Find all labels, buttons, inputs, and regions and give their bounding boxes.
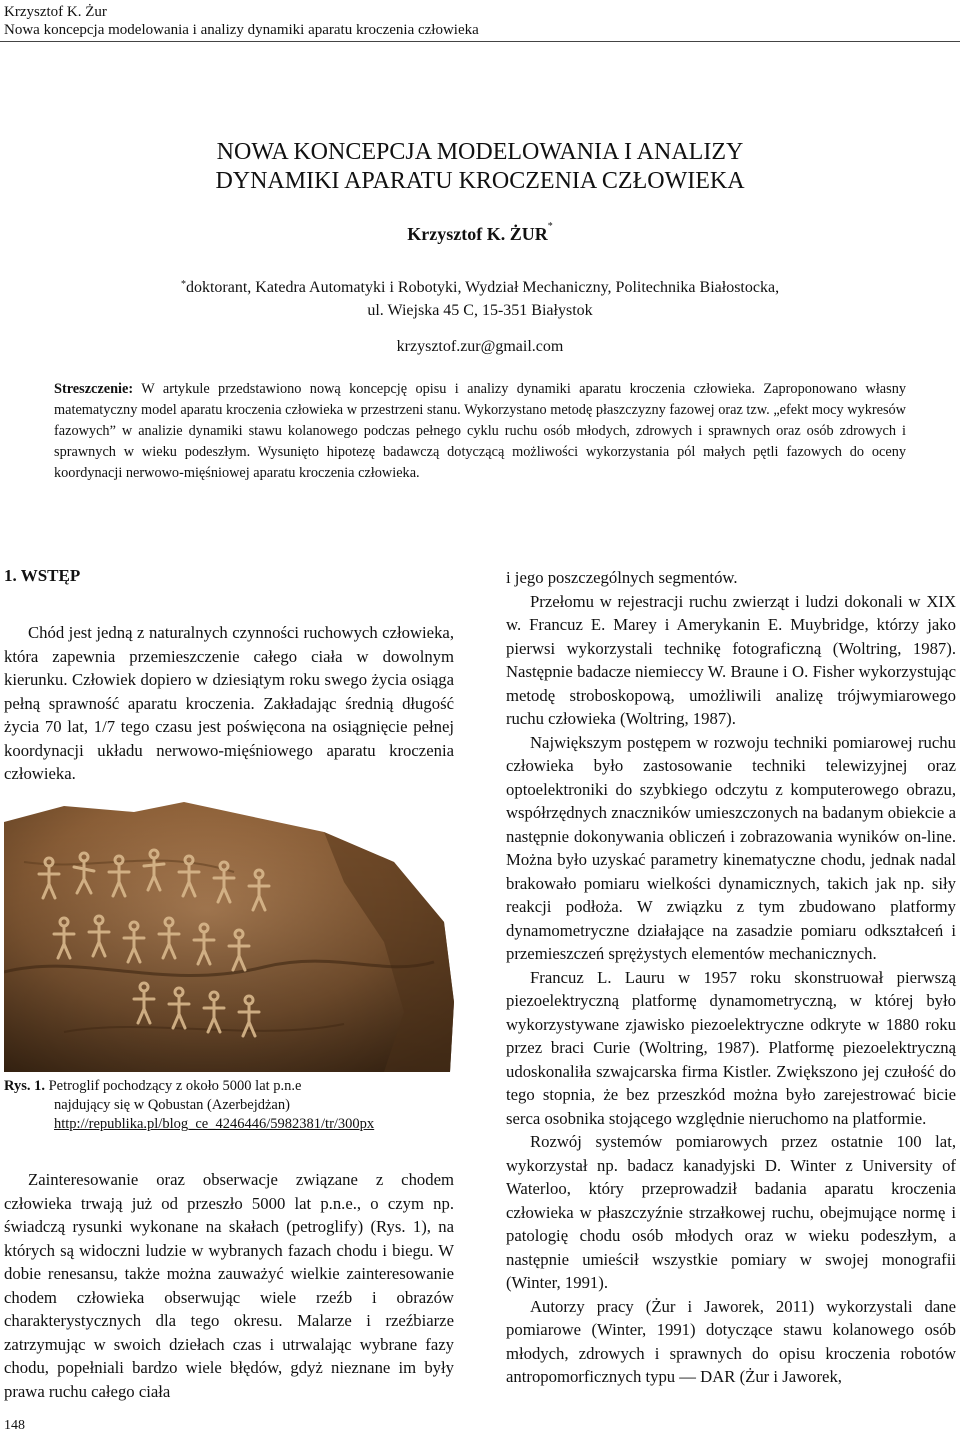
paper-title-line-1: NOWA KONCEPCJA MODELOWANIA I ANALIZY [216, 139, 744, 165]
paragraph: Francuz L. Lauru w 1957 roku skonstruował pierwszą piezoelektryczną platformę dynamometryczną, w której było wykorzystywane zjawisko piezoelektryczne odkryte w 1880 roku przez braci Curie (Woltring, 1987). Platformę piezoelektryczną udoskonaliła szwajcarska firma Kistler. Zwiększono jej czułość do tego stopnia, że bez przeszkód można było zarejestrować bicie serca osobnika stojącego względnie nieruchomo na platformie. [506, 967, 956, 1128]
paragraph: Zainteresowanie oraz obserwacje związane z chodem człowieka trwają już od przeszło 5000 lat p.n.e., o czym np. świadczą rysunki wykonane na skałach (petroglify) (Rys. 1), na których są widoczni ludzie w wybranych fazach chodu i biegu. W dobie renesansu, także można zauważyć wielkie zainteresowanie chodem człowieka obserwując wiele rzeźb i obrazów charakterystycznych dla tego okresu. Malarze i rzeźbiarze zatrzymując w swoich dziełach czas i utrwalając wybrane fazy chodu, popełniali bardzo wiele błędów, gdyż nieznane im były prawa ruchu całego ciała [4, 1170, 454, 1401]
author-email: krzysztof.zur@gmail.com [396, 338, 564, 355]
figure-caption [4, 1077, 464, 1134]
petroglyph-rock-illustration [4, 802, 454, 1072]
abstract-label: Streszczenie: [54, 381, 134, 397]
section-heading: 1. WSTĘP [4, 566, 81, 585]
caption-text-1: Petroglif pochodzący z około 5000 lat p.n.e [44, 1078, 302, 1094]
paragraph: Największym postępem w rozwoju techniki pomiarowej ruchu człowieka było zastosowanie techniki telewizyjnej oraz optoelektroniki do szybkiego odczytu z komputerowego obrazu, współrzędnych znaczników umieszczonych na badanym obiekcie a następnie dokonywania obliczeń i zobrazowania wyników on-line. Można było uzyskać parametry kinematyczne chodu, jednak nadal brakowało pomiaru wielkości dynamicznych, takich jak np. siły reakcji podłoża. W związku z tym zbudowano platformy dynamometryczne działające na zasadzie pomiaru odkształceń i przemieszczeń sprężystych elementów mechanicznych. [506, 732, 956, 963]
author-footnote-mark: * [547, 221, 553, 232]
abstract [54, 379, 906, 484]
paragraph: Przełomu w rejestracji ruchu zwierząt i ludzi dokonali w XIX w. Francuz E. Marey i Amerykanin E. Muybridge, którzy jako pierwsi wykorzystali technikę fotograficzną (Woltring, 1987). Następnie badacze niemieccy W. Braune i O. Fisher wykorzystując metodę stroboskopową, umożliwili analizę trójwymiarowego ruchu człowieka (Woltring, 1987). [506, 591, 956, 728]
paragraph: i jego poszczególnych segmentów. [506, 568, 738, 587]
left-column-intro [4, 621, 454, 786]
right-column [506, 566, 956, 1389]
header-divider [0, 41, 960, 42]
paper-title-line-2: DYNAMIKI APARATU KROCZENIA CZŁOWIEKA [215, 168, 745, 194]
abstract-text: W artykule przedstawiono nową koncepcję opisu i analizy dynamiki aparatu kroczenia człowieka. Zaproponowano własny matematyczny model aparatu kroczenia człowieka w przestrzeni stanu. Wykorzystano metodę płaszczyzny fazowej oraz tzw. „efekt mocy wykresów fazowych” w analizie dynamiki stawu kolanowego podczas pełnego cyklu ruchu osób młodych, zdrowych i sprawnych oraz osób zdrowych i sprawnych w wieku podeszłym. Wysunięto hipotezę badawczą dotyczącą możliwości wykorzystania pól małych pętli fazowych do oceny koordynacji nerwowo-mięśniowej aparatu kroczenia człowieka. [54, 381, 906, 481]
page-number: 148 [4, 1418, 25, 1433]
paper-title [0, 138, 960, 196]
petroglyph-figure-image [4, 802, 454, 1072]
affiliation [0, 276, 960, 322]
caption-source-link[interactable]: http://republika.pl/blog_ce_4246446/5982381/tr/300px [54, 1116, 375, 1132]
affiliation-text-1: doktorant, Katedra Automatyki i Robotyki, Wydział Mechaniczny, Politechnika Białostocka, [185, 279, 780, 296]
affiliation-mark: * [180, 279, 186, 290]
running-header-title: Nowa koncepcja modelowania i analizy dynamiki aparatu kroczenia człowieka [4, 22, 479, 38]
figure-label: Rys. 1. [4, 1078, 45, 1094]
paragraph: Autorzy pracy (Żur i Jaworek, 2011) wykorzystali dane pomiarowe (Winter, 1991) dotyczące stawu kolanowego osób młodych, zdrowych i sprawnych do opisu kroczenia robotów antropomorficznych typu — DAR (Żur i Jaworek, [506, 1296, 956, 1386]
author-name-text: Krzysztof K. ŻUR [407, 224, 548, 244]
affiliation-line-1 [0, 276, 960, 299]
paragraph: Rozwój systemów pomiarowych przez ostatnie 100 lat, wykorzystał np. badacz kanadyjski D. Winter z University of Waterloo, który przeprowadził badania aparatu kroczenia człowieka w płaszczyźnie strzałkowej ruchu, obejmujące normę i patologię chodu osób młodych oraz w wieku podeszłym, a następnie umieścił wszystkie pomiary w swojej monografii (Winter, 1991). [506, 1132, 956, 1292]
left-column-history [4, 1168, 454, 1403]
caption-line-2: najdujący się w Qobustan (Azerbejdżan) [54, 1097, 290, 1113]
running-header-author: Krzysztof K. Żur [4, 4, 107, 20]
affiliation-line-2: ul. Wiejska 45 C, 15-351 Białystok [367, 302, 593, 319]
author-name [0, 221, 960, 245]
caption-line-1 [4, 1077, 464, 1096]
paragraph: Chód jest jedną z naturalnych czynności ruchowych człowieka, która zapewnia przemieszczenie całego ciała w dowolnym kierunku. Człowiek dopiero w dziesiątym roku swego życia osiąga pełną sprawność aparatu kroczenia. Zakładając średnią długość życia 70 lat, 1/7 tego czasu jest poświęcona na osiągnięcie pełnej koordynacji układu nerwowo-mięśniowego aparatu kroczenia człowieka. [4, 623, 454, 783]
